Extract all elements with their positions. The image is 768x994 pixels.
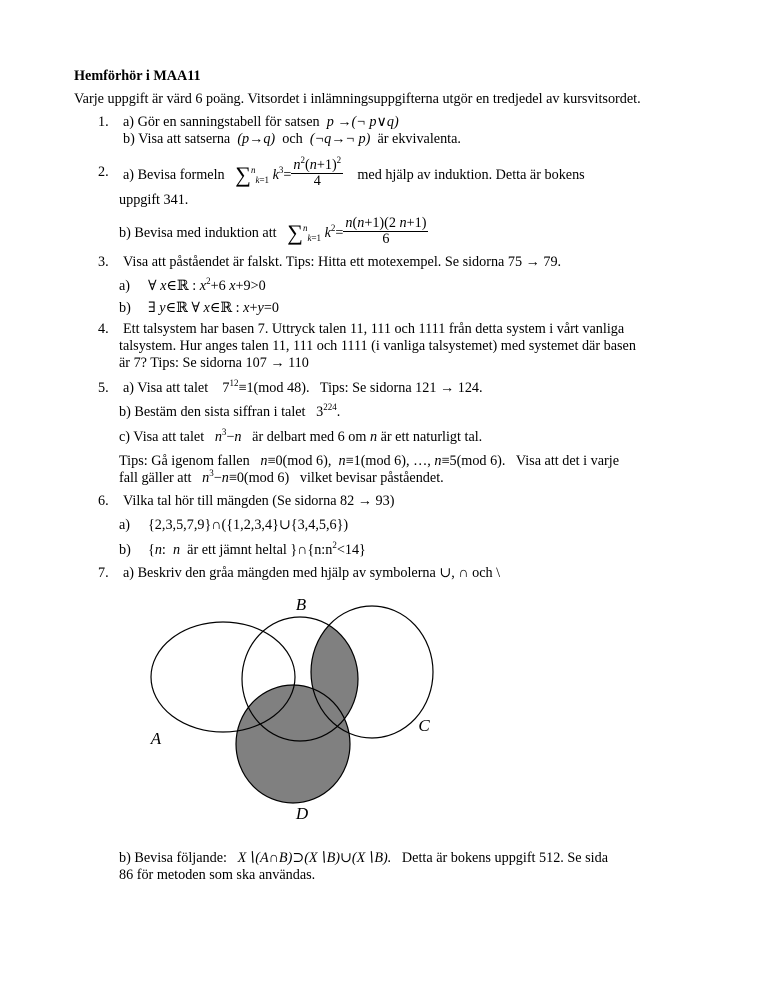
q4-line2: talsystem. Hur anges talen 11, 111 och 1111 (i vanliga talsystemet) med systemet där basen [119,338,636,354]
page-title: Hemförhör i MAA11 [74,68,201,84]
q7-b-tail: Detta är bokens uppgift 512. Se sida [401,850,608,866]
q7-a-text: a) Beskriv den gråa mängden med hjälp av symbolerna ∪, ∩ och \ [123,565,501,581]
q5-tips2-text: fall gäller att [119,470,192,486]
q3-a-label: a) [119,278,131,294]
q2-a-text: a) Bevisa formeln [123,167,225,183]
q1-b [123,131,461,148]
label-c: C [418,716,430,735]
q5-b-expr: $3^{224}$. [316,402,341,420]
q5-tips2 [119,470,444,487]
q5-c-expr: $n^3-n$ [214,427,242,445]
q6-a-label: a) [119,517,131,533]
q5-tips1 [119,453,619,470]
q7-b-text: b) Bevisa följande: [119,850,227,866]
q2-a [123,155,585,192]
q1-a-expr: p →(¬ p∨q) [326,114,399,130]
q5-c-n: n [369,429,378,445]
q5-tips2-tail: vilket bevisar påståendet. [299,470,444,486]
label-a: A [150,729,162,748]
q2-a-tail: med hjälp av induktion. Detta är bokens [357,167,585,183]
q5-c-text: c) Visa att talet [119,429,205,445]
q5-b [119,404,340,421]
q4-line1: Ett talsystem har basen 7. Uttryck talen 11, 111 och 1111 från detta system i vårt vanliga [123,321,625,337]
q6-text: Vilka tal hör till mängden (Se sidorna 82 → 93) [123,493,395,509]
q2-b [119,213,428,250]
q1-a [123,114,399,131]
q5-tips1-text: Tips: Gå igenom fallen [119,453,250,469]
intro-text: Varje uppgift är värd 6 poäng. Vitsordet i inlämningsuppgifterna utgör en tredjedel av kursvitsordet. [74,91,641,107]
q7-b [119,850,608,867]
q5-a-expr: $7^{12}\equiv 1(mod$ 48). [222,378,310,396]
q6-b-mid: är ett jämnt heltal }∩{n:n [187,542,333,558]
q3-b-expr: ∃ y∈ℝ ∀ x∈ℝ : x+y=0 [148,300,279,316]
q1-b-expr1: (p→q) [237,131,276,147]
q7-number: 7. [98,565,109,581]
q3-a-expr: ∀ x∈ℝ : $x^2+6$ x+9>0 [148,276,266,294]
q5-tips1-expr: n≡0(mod 6), n≡1(mod 6), …, n≡5(mod 6). [260,453,506,469]
q7-b-expr: X∖(A∩B)⊃(X∖B)∪(X∖B). [237,850,392,866]
venn-diagram [140,594,460,824]
q1-a-text: a) Gör en sanningstabell för satsen [123,114,320,130]
q6-b-end: <14} [336,542,366,558]
q5-tips2-expr: $n^3-n\equiv 0(mod$ 6) [202,468,290,486]
q7-b-cont: 86 för metoden som ska användas. [119,867,316,883]
q4-line3: är 7? Tips: Se sidorna 107 → 110 [119,355,309,371]
q1-b-och: och [282,131,303,147]
q2-number: 2. [98,164,109,180]
q6-number: 6. [98,493,109,509]
q5-a-tips: Tips: Se sidorna 121 → 124. [319,380,483,396]
q4-number: 4. [98,321,109,337]
label-b: B [295,595,307,614]
q3-number: 3. [98,254,109,270]
q5-b-text: b) Bestäm den sista siffran i talet [119,404,306,420]
q3-b-label: b) [119,300,131,316]
q1-b-expr2: (¬q→¬ p) [309,131,371,147]
q5-a-text: a) Visa att talet [123,380,209,396]
q2-a-formula: ∑$^n_{k=1}$ $k^3=$ $\frac{n^2(n+1)^2}{4}$ [235,155,342,190]
q3-text: Visa att påståendet är falskt. Tips: Hitta ett motexempel. Se sidorna 75 → 79. [123,254,562,270]
q2-b-formula: ∑$^n_{k=1}$ $k^2=$ $\frac{n(n+1)(2 n+1)}{6}$ [287,215,427,248]
q5-tips1-tail: Visa att det i varje [515,453,619,469]
q1-number: 1. [98,114,109,130]
q5-c [119,429,482,446]
q2-a-cont: uppgift 341. [119,192,189,208]
q6-b-expr: {n: n är ett jämnt heltal }$\cap\{n:n^2<14\}$ [148,540,366,558]
q5-c-tail2: är ett naturligt tal. [380,429,483,445]
q6-a-expr: {2,3,5,7,9}∩({1,2,3,4}∪{3,4,5,6}) [148,517,349,533]
q5-c-tail1: är delbart med 6 om [252,429,367,445]
q6-b-label: b) [119,542,131,558]
q1-b-tail: är ekvivalenta. [377,131,461,147]
q5-a [123,380,483,397]
q1-b-text: b) Visa att satserna [123,131,231,147]
label-d: D [295,804,309,823]
q2-b-text: b) Bevisa med induktion att [119,225,277,241]
q5-number: 5. [98,380,109,396]
